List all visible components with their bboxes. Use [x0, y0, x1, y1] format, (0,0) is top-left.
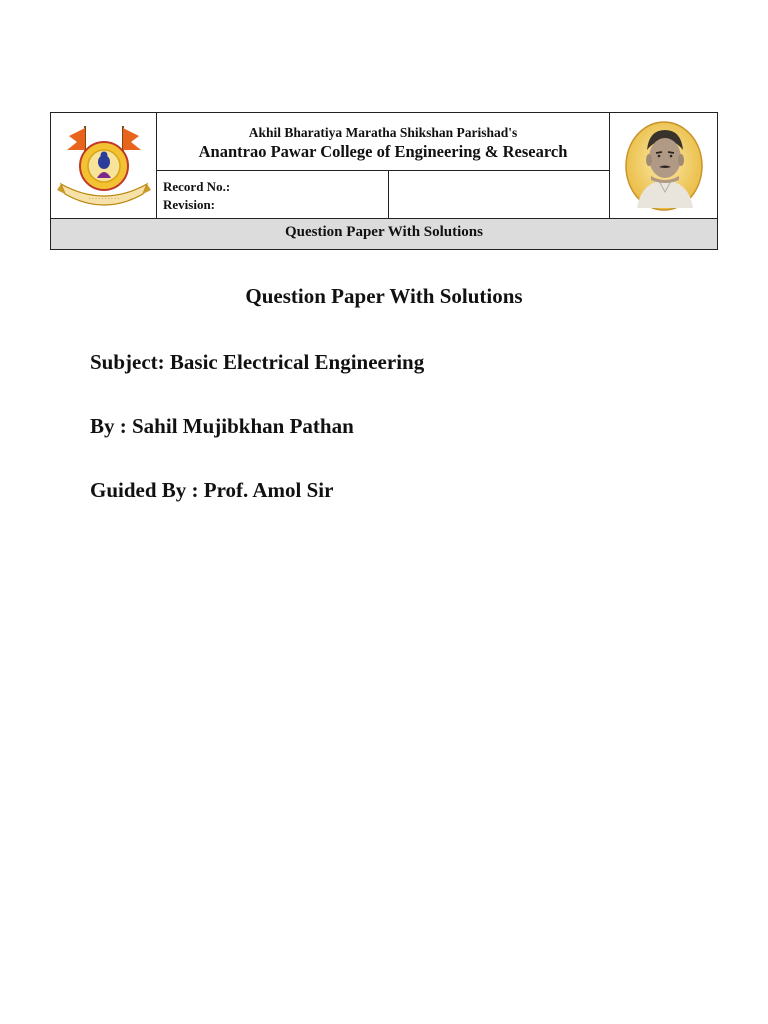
author-line: By : Sahil Mujibkhan Pathan: [90, 414, 354, 438]
document-heading: Question Paper With Solutions: [245, 284, 523, 308]
college-emblem-icon: [55, 120, 153, 212]
logo-cell: [51, 113, 157, 218]
guide-line: Guided By : Prof. Amol Sir: [90, 478, 334, 502]
subject-line: Subject: Basic Electrical Engineering: [90, 350, 425, 374]
institution-title-cell: [157, 113, 609, 171]
record-cell: [157, 171, 389, 218]
record-number-label: Record No.:: [163, 179, 231, 194]
svg-text:· · · · · · · · · ·: · · · · · · · · · ·: [88, 195, 119, 202]
document-header-table: [50, 112, 718, 250]
portrait-cell: [609, 113, 717, 218]
college-name: Anantrao Pawar College of Engineering & Research: [198, 142, 568, 161]
organization-name: Akhil Bharatiya Maratha Shikshan Parishad's: [248, 125, 518, 140]
header-footer-band: Question Paper With Solutions: [51, 218, 717, 249]
revision-label: Revision:: [163, 197, 215, 212]
founder-portrait-icon: [623, 120, 705, 212]
record-value-cell: [389, 171, 609, 218]
